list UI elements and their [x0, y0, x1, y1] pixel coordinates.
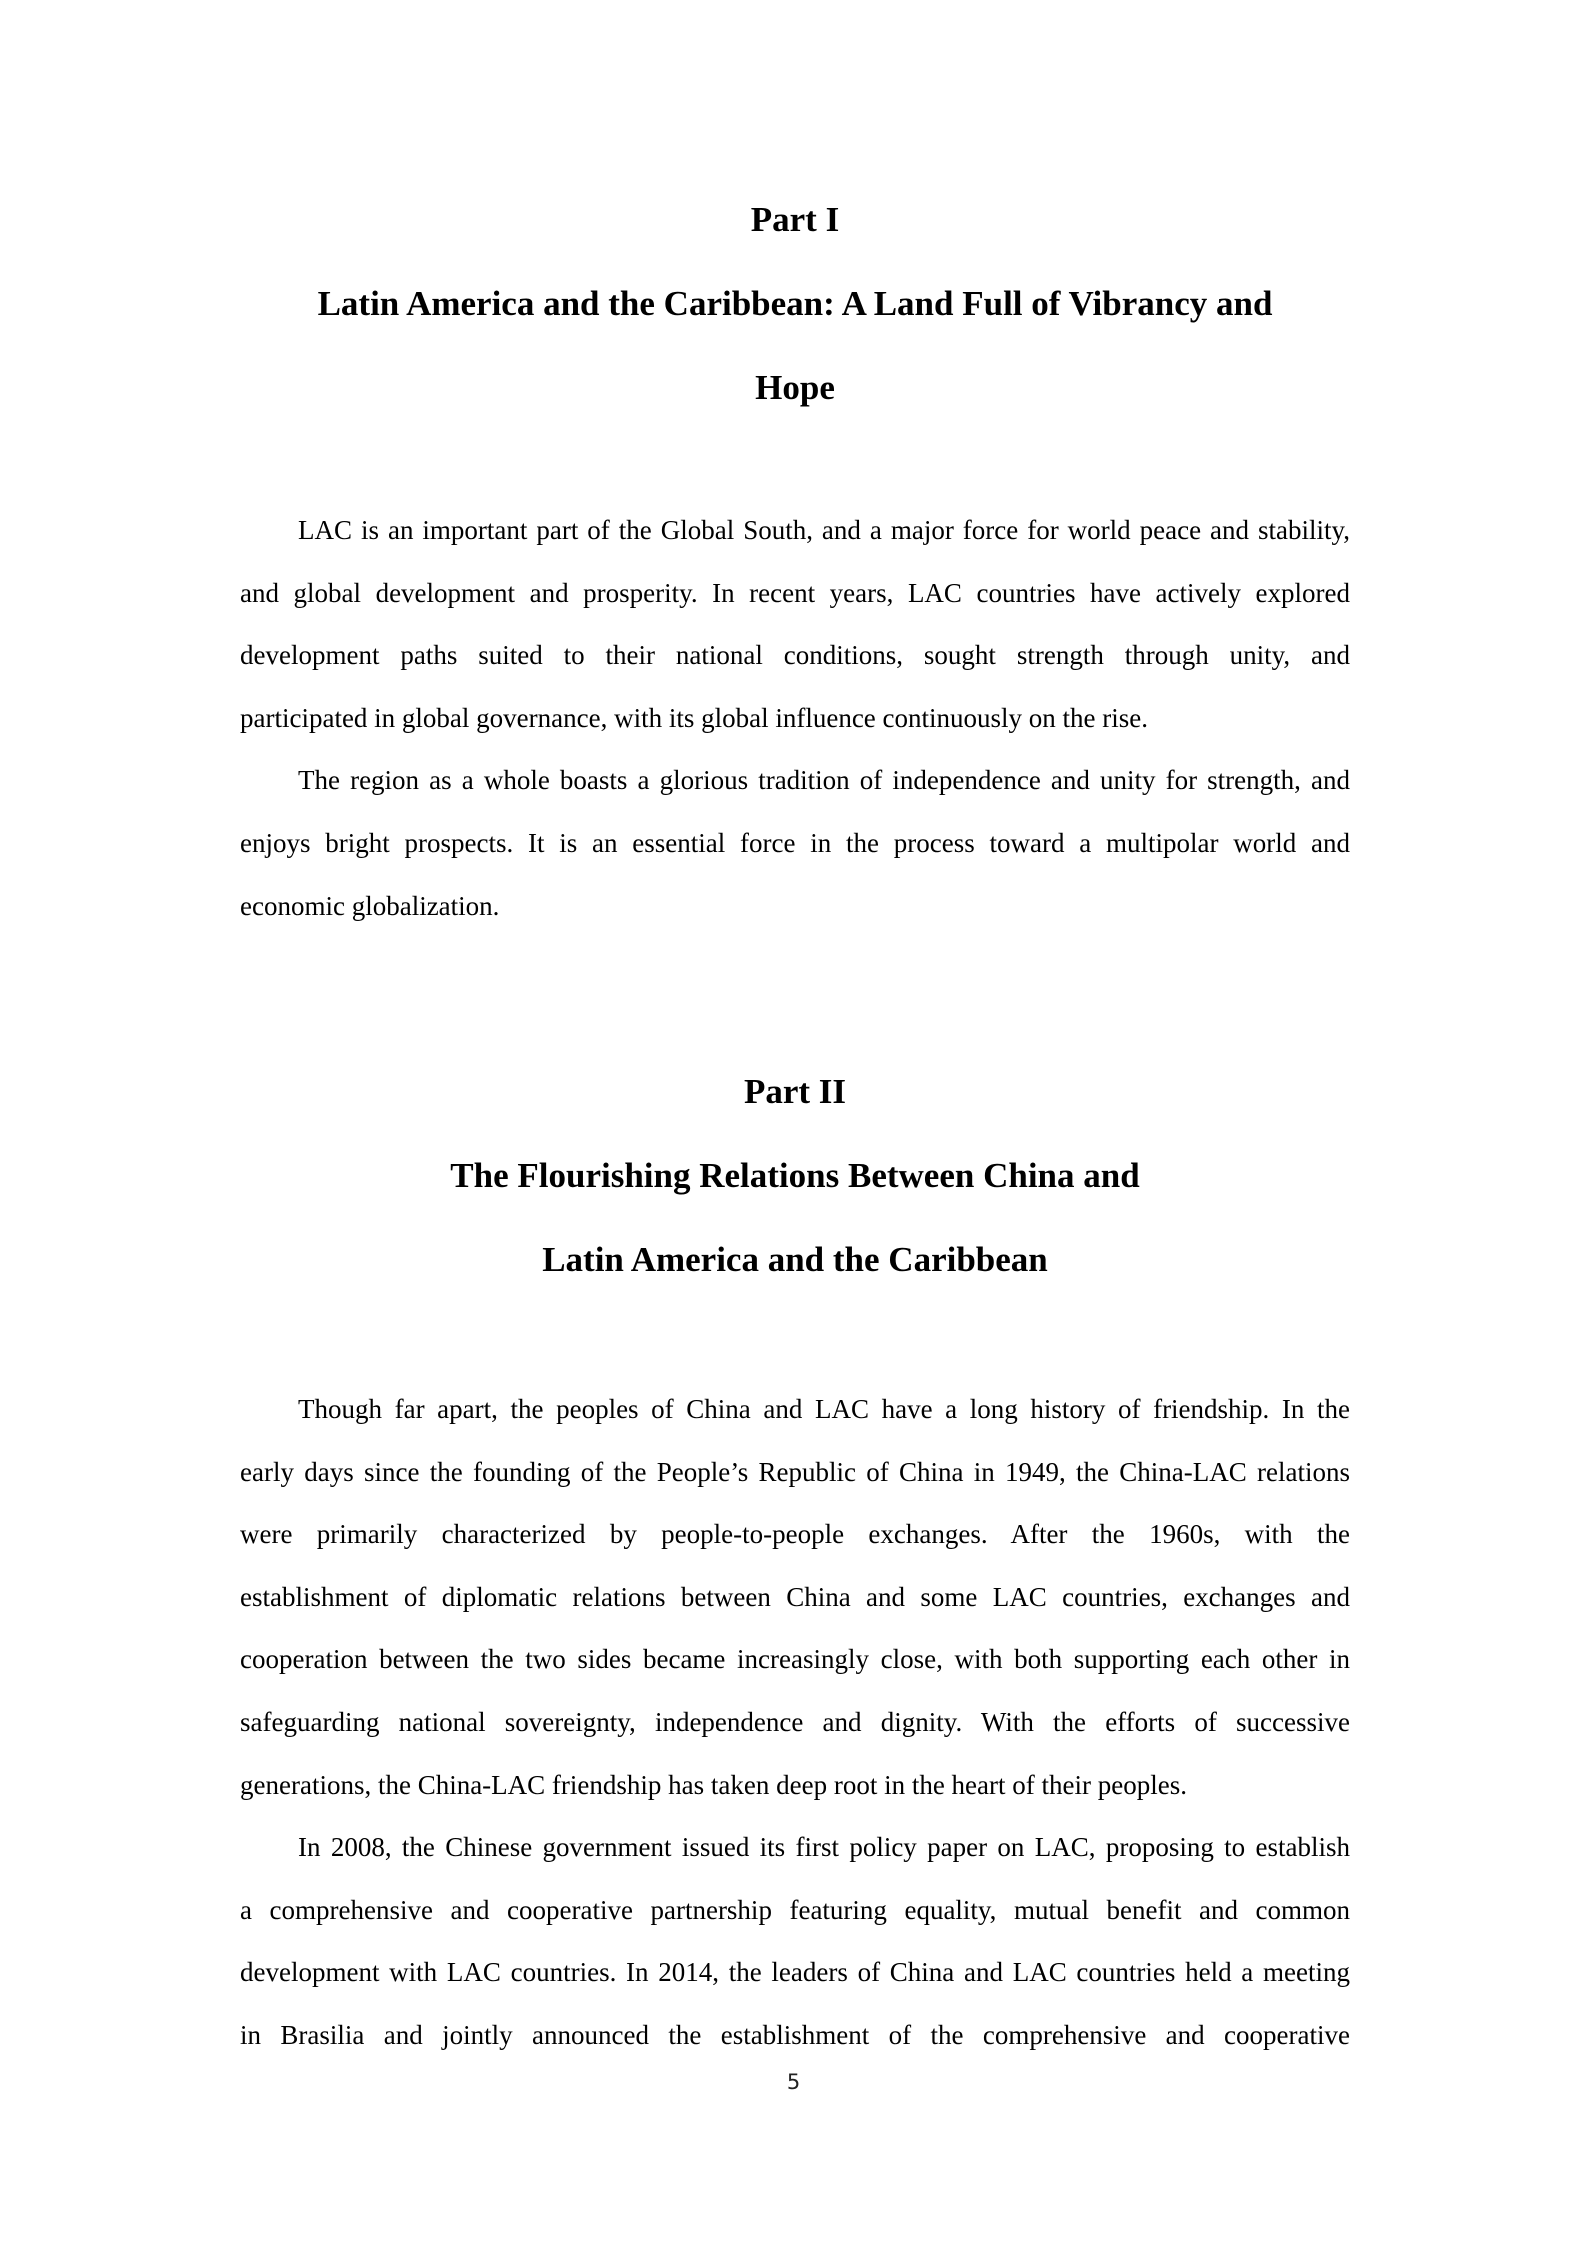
text-line: were primarily characterized by people-to-people exchanges. After the 1960s, with the — [240, 1519, 1350, 1550]
text-line: generations, the China-LAC friendship has taken deep root in the heart of their peoples. — [240, 1769, 1187, 1800]
text-line: safeguarding national sovereignty, independence and dignity. With the efforts of successive — [240, 1706, 1350, 1737]
text-line: early days since the founding of the People’s Republic of China in 1949, the China-LAC relations — [240, 1456, 1350, 1487]
text-line: In 2008, the Chinese government issued its first policy paper on LAC, proposing to establish — [298, 1832, 1350, 1863]
page-number: 5 — [786, 2070, 801, 2094]
part-2-title-line-2: Latin America and the Caribbean — [542, 1240, 1048, 1279]
text-line: cooperation between the two sides became increasingly close, with both supporting each other in — [240, 1644, 1350, 1675]
text-line: development with LAC countries. In 2014, the leaders of China and LAC countries held a meeting — [240, 1957, 1350, 1988]
part-2-paragraph-2 — [240, 1816, 1350, 2066]
part-1-paragraph-1 — [240, 499, 1350, 749]
text-line: LAC is an important part of the Global South, and a major force for world peace and stability, — [298, 515, 1350, 545]
part-1-paragraph-2 — [240, 749, 1350, 937]
part-1-title-line-1: Latin America and the Caribbean: A Land Full of Vibrancy and — [317, 284, 1273, 323]
text-line: Though far apart, the peoples of China and LAC have a long history of friendship. In the — [298, 1394, 1350, 1424]
text-line: establishment of diplomatic relations between China and some LAC countries, exchanges and — [240, 1581, 1350, 1612]
text-line: development paths suited to their national conditions, sought strength through unity, and — [240, 640, 1350, 671]
part-2-title-line-1: The Flourishing Relations Between China and — [450, 1156, 1140, 1195]
text-line: The region as a whole boasts a glorious tradition of independence and unity for strength, and — [298, 765, 1350, 796]
text-line: enjoys bright prospects. It is an essential force in the process toward a multipolar world and — [240, 827, 1350, 858]
part-2-paragraph-1 — [240, 1378, 1350, 1816]
text-line: in Brasilia and jointly announced the establishment of the comprehensive and cooperative — [240, 2019, 1350, 2050]
text-line: a comprehensive and cooperative partnership featuring equality, mutual benefit and common — [240, 1894, 1350, 1925]
part-1-label: Part I — [750, 200, 840, 239]
part-1-title-line-2: Hope — [755, 368, 835, 407]
text-line: and global development and prosperity. In recent years, LAC countries have actively explored — [240, 577, 1350, 608]
text-line: participated in global governance, with its global influence continuously on the rise. — [240, 702, 1149, 733]
part-2-label: Part II — [743, 1072, 847, 1111]
text-line: economic globalization. — [240, 890, 500, 921]
